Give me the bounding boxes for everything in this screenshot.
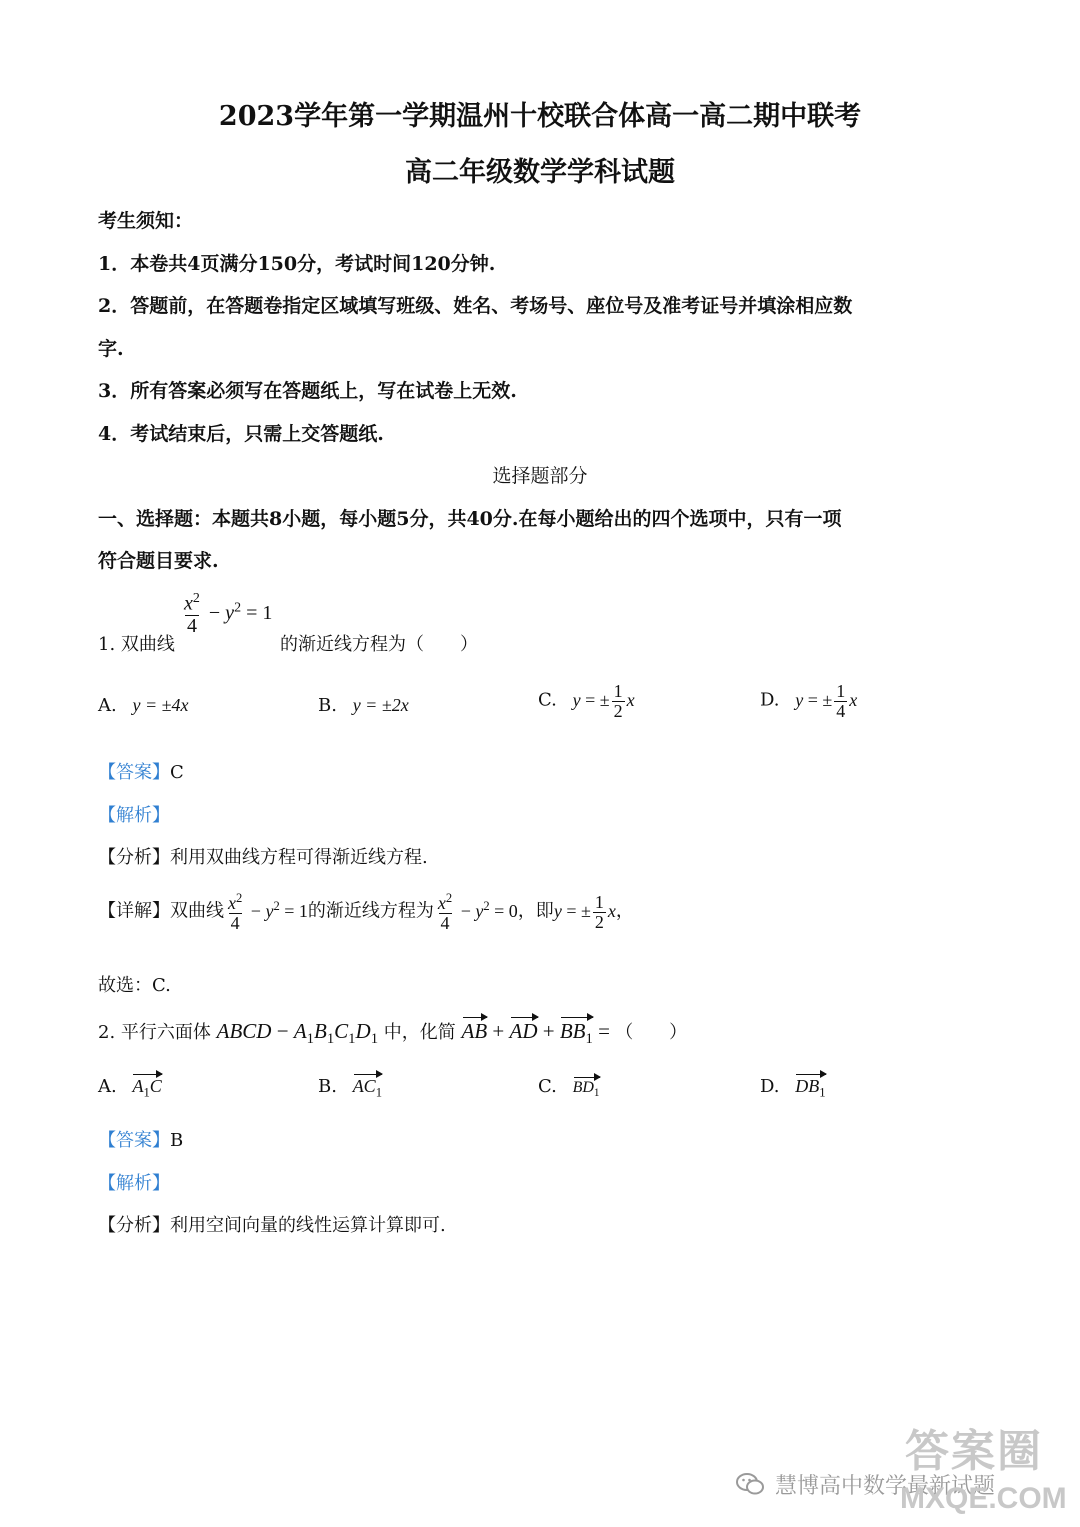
q1-hyperbola-formula: $\frac{x^2}{4}$ − $y^2 = 1$ [184, 591, 273, 637]
q1-option-c: C. y = ± $\frac{1}{2}$ x [538, 681, 635, 721]
q2-fenxi: 【分析】利用空间向量的线性运算计算即可. [98, 1215, 446, 1236]
watermark-stamp-top: 答案圈 [905, 1426, 1043, 1477]
q1-detail-tag: 【详解】 [98, 900, 170, 922]
section-part-title: 选择题部分 [492, 465, 588, 487]
q2-option-d: D. $DB_1$ [760, 1076, 826, 1100]
notice-item-3: 3．所有答案必须写在答题纸上，写在试卷上无效. [98, 380, 517, 402]
q2-option-d-label: D. [760, 1076, 780, 1097]
notice-item-2-cont: 字. [98, 338, 124, 360]
q1-analysis-tag: 【解析】 [98, 805, 170, 826]
q1-option-b-value: y = ±2x [352, 695, 409, 715]
notice-heading: 考生须知： [98, 210, 194, 232]
q2-option-a-label: A. [98, 1076, 117, 1097]
q1-answer-value: C [170, 762, 184, 783]
watermark-stamp-bottom: MXQE.COM [900, 1482, 1067, 1515]
q2-option-b: B. $AC_1$ [318, 1076, 382, 1100]
q1-option-a-value: y = ±4x [132, 695, 189, 715]
page-subtitle: 高二年级数学学科试题 [405, 157, 675, 188]
q2-analysis-tag: 【解析】 [98, 1173, 170, 1194]
notice-item-4: 4．考试结束后，只需上交答题纸. [98, 423, 384, 445]
q1-prefix: 1. 双曲线 [98, 634, 175, 655]
q1-answer-tag: 【答案】 [98, 762, 170, 783]
q1-detail-text-3: ，即 [517, 900, 554, 922]
q1-option-d-label: D. [760, 689, 780, 711]
q1-suffix: 的渐近线方程为（ ） [280, 634, 478, 655]
notice-item-1: 1．本卷共4页满分150分，考试时间120分钟. [98, 253, 496, 275]
section-instruction: 一、选择题：本题共8小题，每小题5分，共40分.在每小题给出的四个选项中，只有一项 [98, 508, 842, 530]
q1-answer [98, 758, 184, 784]
q2-option-c: C. $BD_1$ [538, 1076, 600, 1100]
q1-option-b [318, 695, 409, 716]
q2-tail: （ ） [615, 1022, 688, 1043]
q2-mid: 中，化简 [383, 1022, 456, 1043]
q2-prefix: 2. 平行六面体 [98, 1022, 211, 1043]
q1-conclusion: 故选：C. [98, 975, 171, 996]
q1-detail-text-2: 的渐近线方程为 [307, 900, 434, 922]
q2-stem: 2. 平行六面体 ABCD − $A_1B_1C_1D_1$ 中，化简 AB + AD + $BB_1$ = （ ） [98, 1019, 688, 1048]
q2-answer [98, 1126, 183, 1152]
q1-option-a [98, 695, 188, 716]
section-instruction-cont: 符合题目要求. [98, 550, 219, 572]
notice-item-2: 2．答题前，在答题卷指定区域填写班级、姓名、考场号、座位号及准考证号并填涂相应数 [98, 295, 853, 317]
q1-option-c-label: C. [538, 689, 557, 711]
wechat-icon [736, 1472, 764, 1502]
q1-detail-text-1: 双曲线 [170, 900, 224, 922]
q2-option-b-label: B. [318, 1076, 337, 1097]
q2-answer-tag: 【答案】 [98, 1130, 170, 1151]
q2-answer-value: B [170, 1130, 184, 1151]
watermark-text: 慧博高中数学最新试题 [775, 1474, 996, 1499]
q1-fenxi: 【分析】利用双曲线方程可得渐近线方程. [98, 847, 428, 868]
q1-option-d: D. y = ± $\frac{1}{4}$ x [760, 681, 858, 721]
q1-option-a-label: A. [98, 695, 117, 716]
q2-option-a: A. $A_1C$ [98, 1076, 162, 1100]
page-title: 2023学年第一学期温州十校联合体高一高二期中联考 [218, 101, 862, 132]
q2-option-c-label: C. [538, 1076, 557, 1097]
q1-option-b-label: B. [318, 695, 337, 716]
q1-detail: 【详解】双曲线 $\frac{x^2}{4}$ − $y^2 = 1$的渐近线方程为 $\frac{x^2}{4}$ − $y^2 = 0$，即y = ± $\frac{1}{2}$ x， [98, 891, 634, 933]
